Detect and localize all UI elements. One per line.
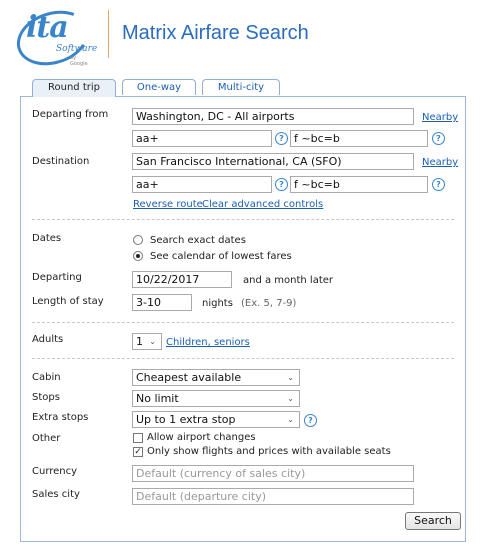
section-divider (32, 322, 454, 323)
stops-label: Stops (32, 392, 60, 403)
search-button[interactable]: Search (405, 512, 461, 530)
help-icon[interactable]: ? (304, 414, 317, 427)
tab-round-trip[interactable]: Round trip (32, 79, 116, 97)
chevron-down-icon: ⌄ (149, 337, 156, 346)
logo-by: by Google (70, 55, 88, 67)
page-title: Matrix Airfare Search (122, 22, 309, 44)
length-of-stay-label: Length of stay (32, 296, 104, 307)
adults-label: Adults (32, 334, 64, 345)
nights-label: nights (202, 298, 233, 309)
departing-nearby-link[interactable]: Nearby (422, 112, 459, 123)
radio-exact-dates[interactable] (133, 235, 143, 245)
adults-select[interactable] (132, 333, 162, 350)
length-of-stay-input[interactable]: 3-10 (132, 294, 192, 311)
help-icon[interactable]: ? (432, 178, 445, 191)
chevron-down-icon: ⌄ (287, 415, 294, 424)
currency-label: Currency (32, 466, 78, 477)
available-seats-label: Only show flights and prices with available seats (147, 446, 391, 457)
departing-routing-code-input[interactable]: aa+ (132, 130, 272, 147)
section-divider (32, 358, 454, 359)
sales-city-input[interactable]: Default (departure city) (132, 488, 414, 505)
cabin-select[interactable] (132, 369, 300, 386)
exact-dates-label: Search exact dates (150, 235, 246, 246)
available-seats-checkbox[interactable]: ✓ (134, 447, 142, 457)
other-label: Other (32, 433, 61, 444)
departing-from-label: Departing from (32, 109, 109, 120)
departing-date-label: Departing (32, 272, 82, 283)
currency-input[interactable]: Default (currency of sales city) (132, 465, 414, 482)
allow-airport-changes-label: Allow airport changes (147, 432, 256, 443)
clear-advanced-controls-link[interactable]: Clear advanced controls (202, 199, 324, 210)
tab-one-way[interactable]: One-way (122, 79, 196, 95)
logo-text: ita (26, 10, 68, 45)
children-seniors-link[interactable]: Children, seniors (166, 337, 250, 348)
extra-stops-label: Extra stops (32, 412, 89, 423)
section-divider (32, 219, 454, 220)
sales-city-label: Sales city (32, 489, 80, 500)
destination-label: Destination (32, 156, 90, 167)
calendar-label: See calendar of lowest fares (150, 251, 292, 262)
dates-label: Dates (32, 233, 62, 244)
destination-nearby-link[interactable]: Nearby (422, 157, 459, 168)
radio-calendar[interactable] (133, 251, 143, 261)
departing-extension-code-input[interactable]: f ~bc=b (290, 130, 428, 147)
departing-date-input[interactable]: 10/22/2017 (132, 271, 232, 288)
help-icon[interactable]: ? (275, 178, 288, 191)
chevron-down-icon: ⌄ (287, 373, 294, 382)
stops-value: No limit (136, 392, 179, 405)
logo-sub: Software (56, 44, 98, 54)
stops-select[interactable] (132, 390, 300, 407)
cabin-label: Cabin (32, 372, 61, 383)
ita-software-logo (16, 10, 98, 67)
adults-value: 1 (136, 335, 143, 348)
help-icon[interactable]: ? (275, 132, 288, 145)
destination-input[interactable]: San Francisco International, CA (SFO) (132, 153, 414, 170)
reverse-route-link[interactable]: Reverse route (133, 199, 203, 210)
extra-stops-select[interactable] (132, 411, 300, 428)
cabin-value: Cheapest available (136, 371, 242, 384)
departing-from-input[interactable]: Washington, DC - All airports (132, 108, 414, 125)
header-divider (108, 10, 109, 58)
tab-multi-city[interactable]: Multi-city (202, 79, 280, 95)
departing-date-suffix: and a month later (243, 275, 334, 286)
extra-stops-value: Up to 1 extra stop (136, 413, 236, 426)
help-icon[interactable]: ? (432, 132, 445, 145)
destination-routing-code-input[interactable]: aa+ (132, 176, 272, 193)
stay-hint: (Ex. 5, 7-9) (241, 298, 297, 309)
allow-airport-changes-checkbox[interactable] (133, 433, 143, 443)
destination-extension-code-input[interactable]: f ~bc=b (290, 176, 428, 193)
chevron-down-icon: ⌄ (287, 394, 294, 403)
